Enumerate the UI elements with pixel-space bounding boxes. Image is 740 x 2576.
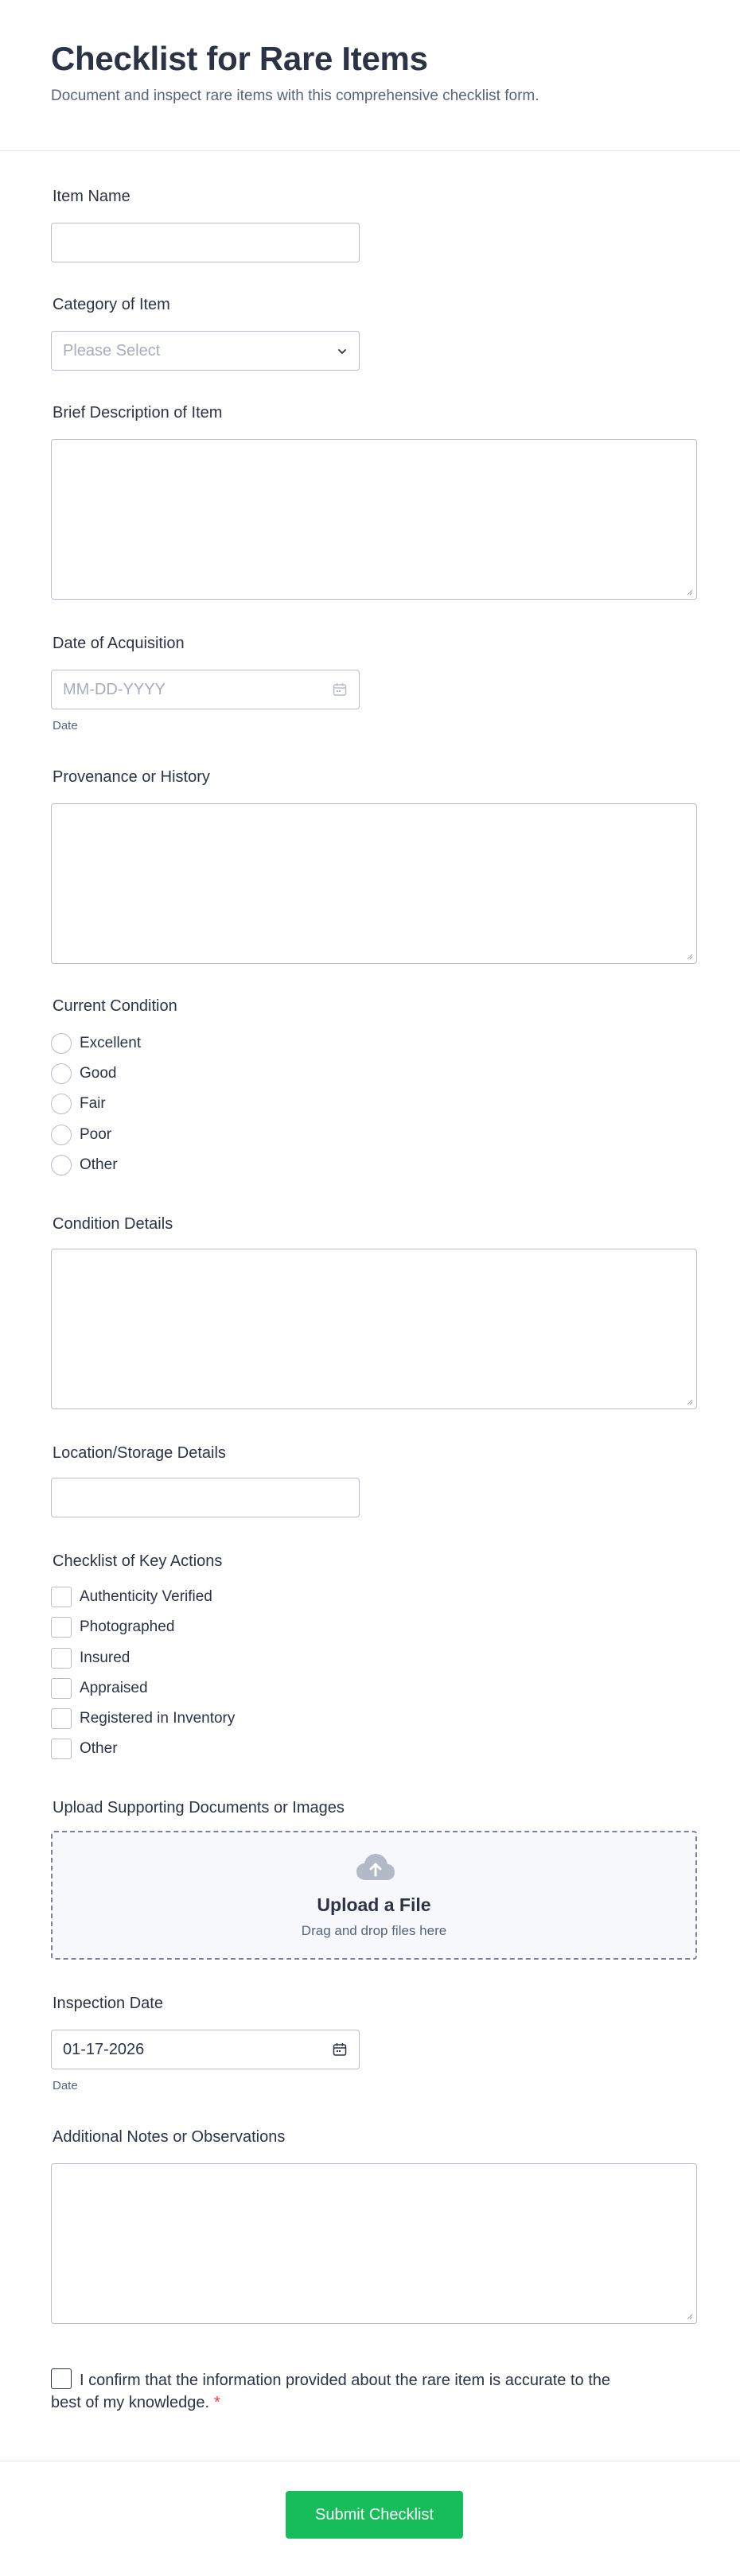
upload-label: Upload Supporting Documents or Images [53, 1799, 345, 1816]
condition-option-other[interactable] [51, 1154, 118, 1176]
option-label: Other [80, 1156, 118, 1173]
option-label: Photographed [80, 1618, 175, 1635]
item-name-label: Item Name [53, 188, 130, 205]
resize-grip-icon[interactable] [685, 588, 693, 596]
action-appraised[interactable] [51, 1677, 148, 1700]
current-condition-label: Current Condition [53, 997, 177, 1015]
item-name-input[interactable] [51, 223, 360, 262]
confirm-checkbox-row[interactable] [51, 2368, 640, 2414]
inspection-date-input[interactable] [51, 2030, 360, 2069]
confirm-checkbox[interactable] [51, 2368, 72, 2389]
upload-title: Upload a File [317, 1894, 431, 1915]
action-authenticity-verified[interactable] [51, 1586, 212, 1608]
option-label: Authenticity Verified [80, 1588, 212, 1605]
upload-subtitle: Drag and drop files here [301, 1923, 447, 1938]
checkbox[interactable] [51, 1678, 72, 1699]
condition-option-good[interactable] [51, 1063, 116, 1085]
condition-option-excellent[interactable] [51, 1032, 141, 1055]
form-header [0, 0, 740, 151]
checkbox[interactable] [51, 1708, 72, 1729]
brief-description-textarea[interactable] [51, 439, 697, 600]
acquisition-date-input[interactable] [51, 670, 360, 709]
additional-notes-label: Additional Notes or Observations [53, 2128, 286, 2146]
checkbox[interactable] [51, 1739, 72, 1759]
condition-option-poor[interactable] [51, 1124, 111, 1146]
additional-notes-textarea[interactable] [51, 2163, 697, 2324]
action-registered-in-inventory[interactable] [51, 1708, 235, 1730]
condition-details-label: Condition Details [53, 1215, 173, 1233]
checkbox[interactable] [51, 1587, 72, 1607]
acquisition-date-label: Date of Acquisition [53, 635, 185, 652]
location-input[interactable] [51, 1478, 360, 1517]
option-label: Excellent [80, 1035, 142, 1051]
checkbox[interactable] [51, 1617, 72, 1638]
radio-button[interactable] [51, 1063, 72, 1084]
radio-button[interactable] [51, 1125, 72, 1145]
resize-grip-icon[interactable] [685, 1397, 693, 1405]
calendar-icon[interactable] [332, 2042, 348, 2057]
option-label: Good [80, 1065, 117, 1082]
option-label: Registered in Inventory [80, 1710, 236, 1727]
resize-grip-icon[interactable] [685, 952, 693, 960]
cloud-upload-icon [355, 1851, 396, 1883]
radio-button[interactable] [51, 1155, 72, 1175]
radio-button[interactable] [51, 1033, 72, 1054]
option-label: Fair [80, 1095, 106, 1112]
action-insured[interactable] [51, 1647, 130, 1669]
acquisition-date-sublabel: Date [53, 719, 78, 732]
chevron-down-icon [335, 344, 349, 359]
option-label: Insured [80, 1649, 130, 1666]
radio-button[interactable] [51, 1094, 72, 1114]
provenance-label: Provenance or History [53, 768, 210, 786]
inspection-date-sublabel: Date [53, 2079, 78, 2092]
required-asterisk: * [214, 2394, 220, 2411]
option-label: Poor [80, 1126, 112, 1143]
category-select[interactable] [51, 331, 360, 371]
category-label: Category of Item [53, 296, 170, 313]
checkbox[interactable] [51, 1648, 72, 1669]
confirm-text: I confirm that the information provided about the rare item is accurate to the best of my knowledge. [51, 2372, 611, 2411]
brief-description-label: Brief Description of Item [53, 404, 223, 422]
inspection-date-label: Inspection Date [53, 1995, 163, 2012]
resize-grip-icon[interactable] [685, 2312, 693, 2320]
condition-option-fair[interactable] [51, 1093, 106, 1115]
file-upload-dropzone[interactable] [51, 1831, 697, 1960]
condition-details-textarea[interactable] [51, 1249, 697, 1409]
form-description: Document and inspect rare items with this comprehensive checklist form. [51, 87, 539, 104]
inspection-date-value: 01-17-2026 [63, 2040, 145, 2058]
acquisition-date-placeholder: MM-DD-YYYY [63, 680, 166, 698]
location-label: Location/Storage Details [53, 1444, 226, 1462]
calendar-icon[interactable] [332, 682, 348, 697]
form-title: Checklist for Rare Items [51, 40, 428, 77]
option-label: Other [80, 1740, 118, 1757]
action-other[interactable] [51, 1738, 118, 1760]
option-label: Appraised [80, 1680, 148, 1696]
action-photographed[interactable] [51, 1616, 174, 1638]
category-placeholder: Please Select [63, 341, 161, 359]
submit-button[interactable]: Submit Checklist [286, 2491, 463, 2539]
provenance-textarea[interactable] [51, 803, 697, 964]
key-actions-label: Checklist of Key Actions [53, 1552, 223, 1570]
